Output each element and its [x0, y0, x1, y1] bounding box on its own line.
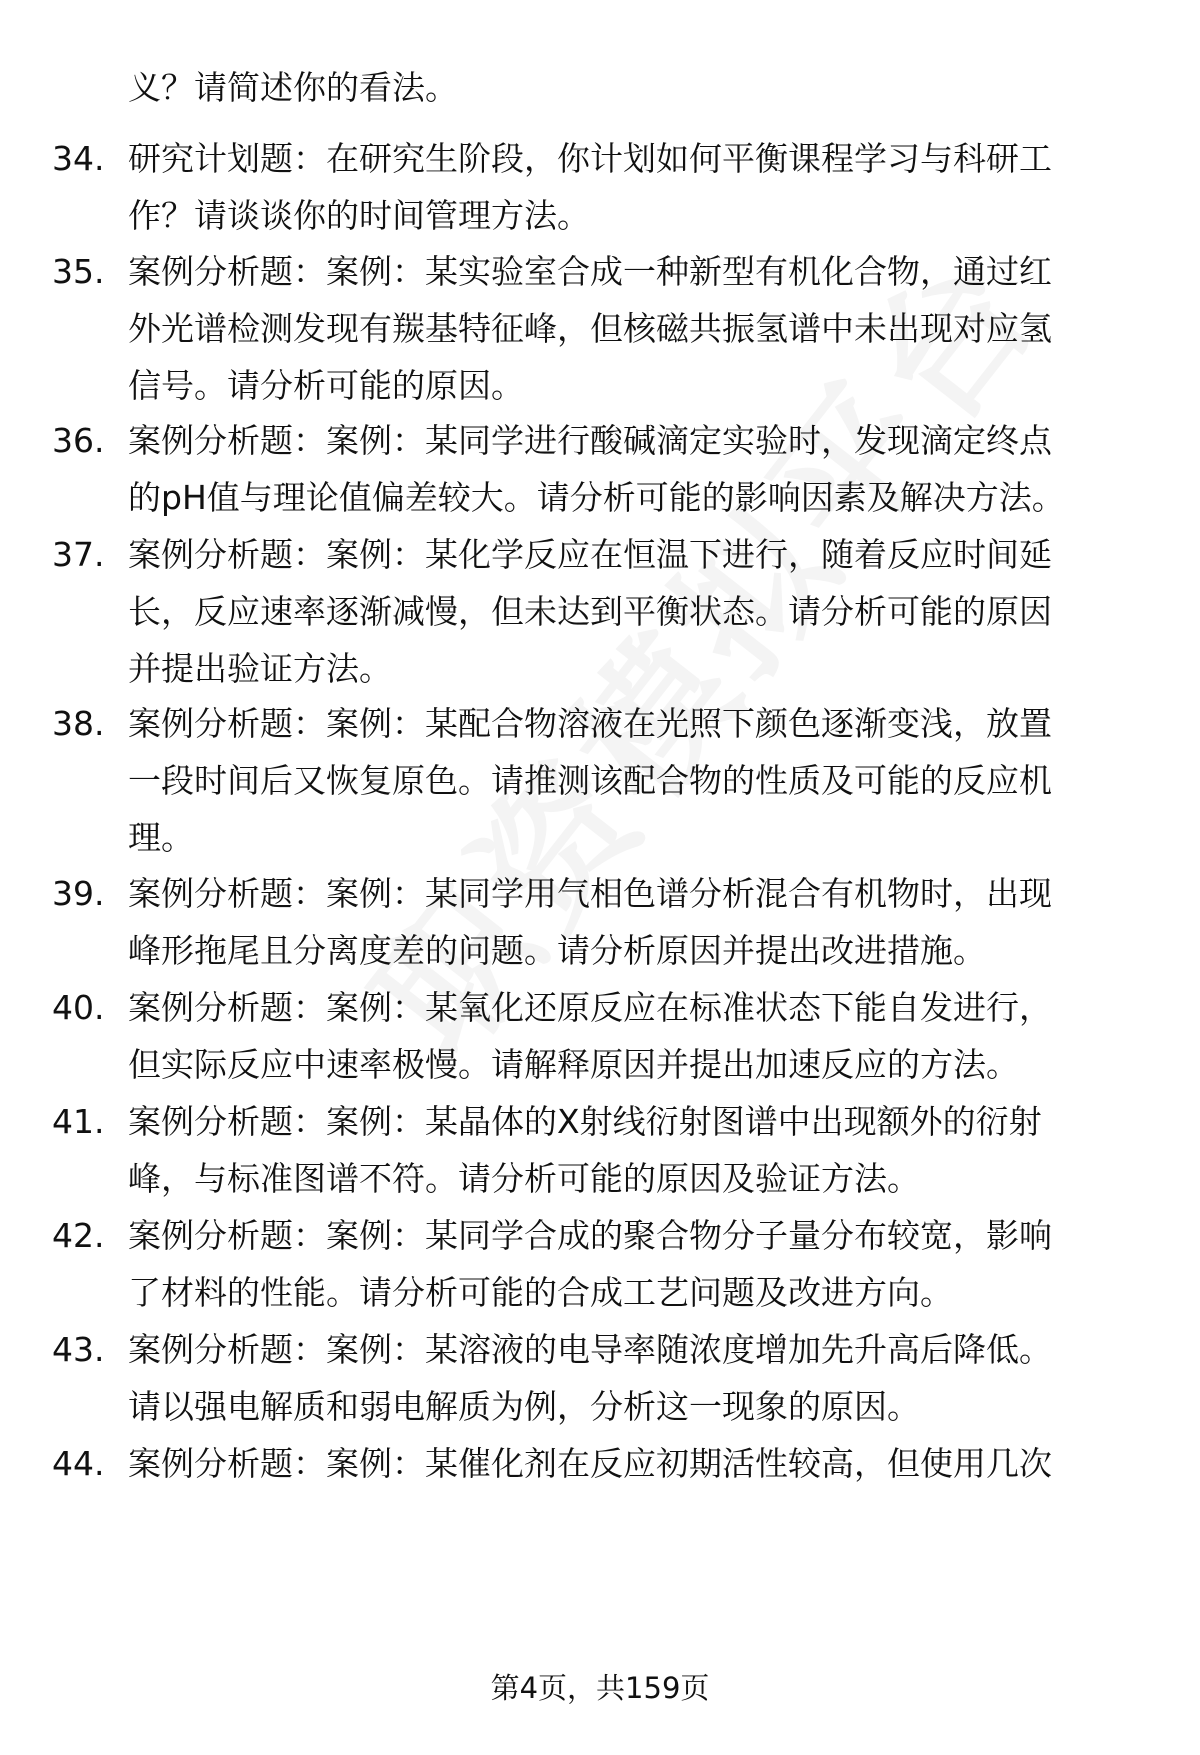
question-line: 长，反应速率逐渐减慢，但未达到平衡状态。请分析可能的原因	[128, 592, 1052, 631]
question-line: 案例分析题：案例：某氧化还原反应在标准状态下能自发进行，	[128, 988, 1052, 1027]
question-number: 34.	[52, 139, 105, 178]
continuation-line: 义？请简述你的看法。	[128, 68, 458, 107]
question-line: 案例分析题：案例：某催化剂在反应初期活性较高，但使用几次	[128, 1444, 1052, 1483]
question-text	[128, 1435, 1188, 1492]
question-number: 35.	[52, 252, 105, 291]
question-text	[128, 865, 1188, 979]
question-text	[128, 695, 1188, 866]
question-line: 案例分析题：案例：某化学反应在恒温下进行，随着反应时间延	[128, 535, 1052, 574]
question-line: 案例分析题：案例：某同学合成的聚合物分子量分布较宽，影响	[128, 1216, 1052, 1255]
question-line: 峰，与标准图谱不符。请分析可能的原因及验证方法。	[128, 1159, 920, 1198]
question-text	[128, 1207, 1188, 1321]
question-number: 37.	[52, 535, 105, 574]
question-text	[128, 526, 1188, 697]
question-number: 42.	[52, 1216, 105, 1255]
question-line: 案例分析题：案例：某配合物溶液在光照下颜色逐渐变浅，放置	[128, 704, 1052, 743]
question-line: 外光谱检测发现有羰基特征峰，但核磁共振氢谱中未出现对应氢	[128, 309, 1052, 348]
question-text	[128, 243, 1188, 414]
question-line: 峰形拖尾且分离度差的问题。请分析原因并提出改进措施。	[128, 931, 986, 970]
question-line: 请以强电解质和弱电解质为例，分析这一现象的原因。	[128, 1387, 920, 1426]
question-number: 43.	[52, 1330, 105, 1369]
question-line: 理。	[128, 818, 194, 857]
question-line: 案例分析题：案例：某溶液的电导率随浓度增加先升高后降低。	[128, 1330, 1052, 1369]
question-text	[128, 1093, 1188, 1207]
question-line: 案例分析题：案例：某实验室合成一种新型有机化合物，通过红	[128, 252, 1052, 291]
question-line: 信号。请分析可能的原因。	[128, 366, 524, 405]
question-text	[128, 1321, 1188, 1435]
question-text	[128, 412, 1188, 526]
question-line: 一段时间后又恢复原色。请推测该配合物的性质及可能的反应机	[128, 761, 1052, 800]
question-line: 了材料的性能。请分析可能的合成工艺问题及改进方向。	[128, 1273, 953, 1312]
question-number: 40.	[52, 988, 105, 1027]
question-number: 36.	[52, 421, 105, 460]
question-line: 案例分析题：案例：某同学用气相色谱分析混合有机物时，出现	[128, 874, 1052, 913]
question-line: 研究计划题：在研究生阶段，你计划如何平衡课程学习与科研工	[128, 139, 1052, 178]
question-number: 38.	[52, 704, 105, 743]
question-number: 44.	[52, 1444, 105, 1483]
question-line: 的pH值与理论值偏差较大。请分析可能的影响因素及解决方法。	[128, 478, 1065, 517]
question-line: 并提出验证方法。	[128, 649, 392, 688]
question-text	[128, 130, 1188, 244]
question-line: 作？请谈谈你的时间管理方法。	[128, 196, 590, 235]
question-line: 但实际反应中速率极慢。请解释原因并提出加速反应的方法。	[128, 1045, 1019, 1084]
question-number: 41.	[52, 1102, 105, 1141]
question-text	[128, 979, 1188, 1093]
question-line: 案例分析题：案例：某同学进行酸碱滴定实验时，发现滴定终点	[128, 421, 1052, 460]
page-footer: 第4页，共159页	[490, 1671, 710, 1705]
question-number: 39.	[52, 874, 105, 913]
question-line: 案例分析题：案例：某晶体的X射线衍射图谱中出现额外的衍射	[128, 1102, 1042, 1141]
